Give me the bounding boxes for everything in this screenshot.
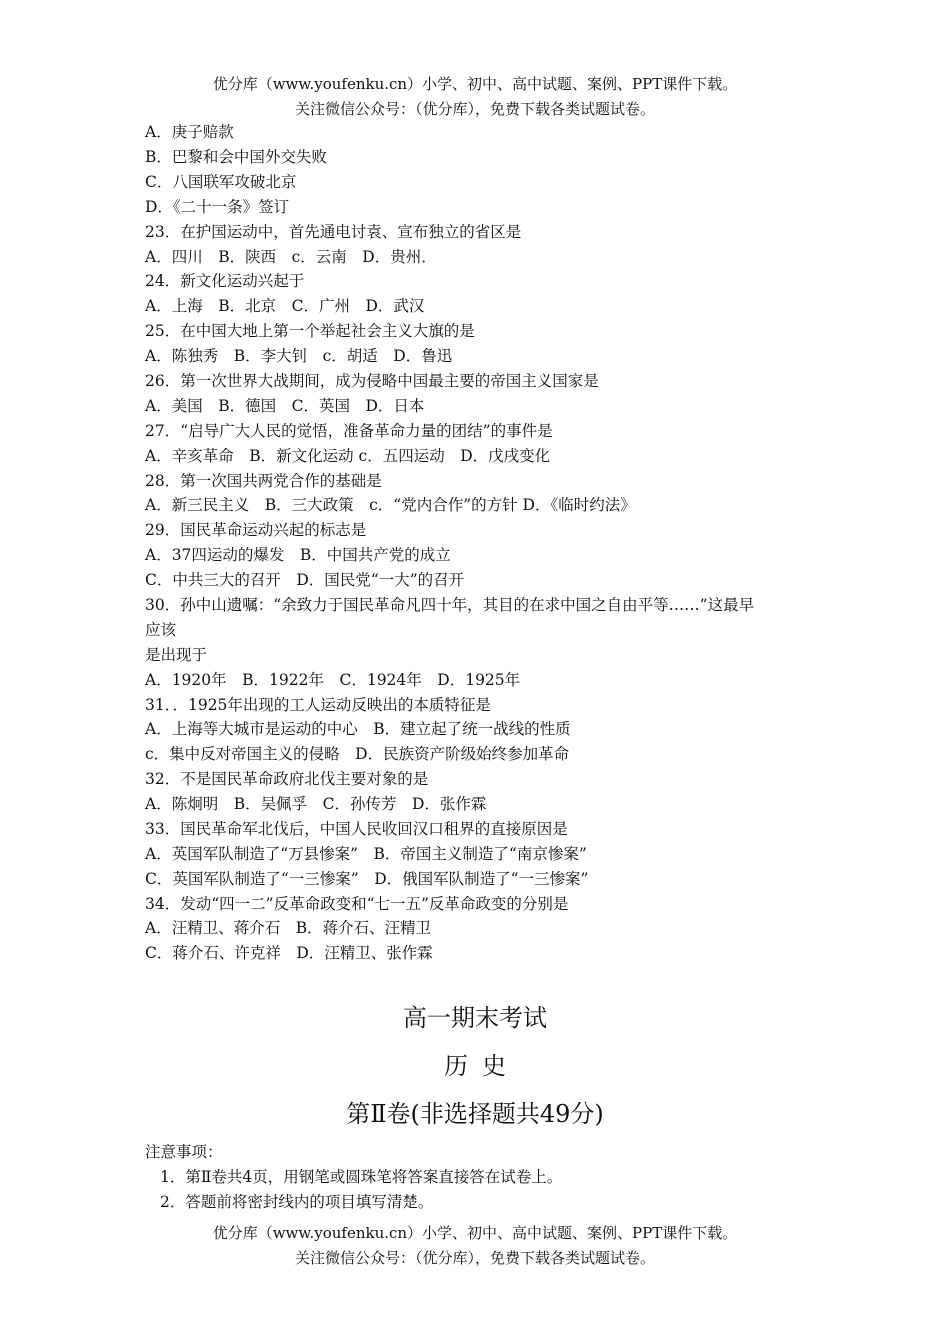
question-27: 27．“启导广大人民的觉悟，准备革命力量的团结”的事件是 [145, 422, 553, 440]
text-line: A．陈炯明 B．吴佩孚 C．孙传芳 D．张作霖 [145, 795, 487, 813]
question-26: 26．第一次世界大战期间，成为侵略中国最主要的帝国主义国家是 [145, 372, 599, 390]
question-24: 24．新文化运动兴起于 [145, 272, 305, 290]
header-line-1: 优分库（www.youfenku.cn）小学、初中、高中试题、案例、PPT课件下载。 [212, 75, 738, 93]
text-line: A．上海等大城市是运动的中心 B．建立起了统一战线的性质 [145, 720, 571, 738]
note-item: 1．第Ⅱ卷共4页，用钢笔或圆珠笔将答案直接答在试卷上。 [160, 1168, 563, 1186]
text-line: C．中共三大的召开 D．国民党“一大”的召开 [145, 571, 465, 589]
question-29: 29．国民革命运动兴起的标志是 [145, 521, 367, 539]
question-33: 33．国民革命军北伐后，中国人民收回汉口租界的直接原因是 [145, 820, 568, 838]
question-23: 23．在护国运动中，首先通电讨袁、宣布独立的省区是 [145, 223, 522, 241]
question-25: 25．在中国大地上第一个举起社会主义大旗的是 [145, 322, 475, 340]
question-28: 28．第一次国共两党合作的基础是 [145, 472, 382, 490]
text-line: 应该 [145, 621, 177, 639]
question-31: 31．．1925年出现的工人运动反映出的本质特征是 [145, 696, 491, 714]
text-line: C．八国联军攻破北京 [145, 173, 297, 191]
question-32: 32．不是国民革命政府北伐主要对象的是 [145, 770, 429, 788]
text-line: C．英国军队制造了“一三惨案” D．俄国军队制造了“一三惨案” [145, 870, 589, 888]
text-line: A．1920年 B．1922年 C．1924年 D．1925年 [145, 671, 521, 689]
text-line: 是出现于 [145, 646, 208, 664]
subject-title: 历史 [444, 1052, 520, 1080]
text-line: A．陈独秀 B．李大钊 c．胡适 D．鲁迅 [145, 347, 453, 365]
question-34: 34．发动“四一二”反革命政变和“七一五”反革命政变的分别是 [145, 895, 569, 913]
text-line: C．蒋介石、许克祥 D．汪精卫、张作霖 [145, 944, 433, 962]
footer-line-1: 优分库（www.youfenku.cn）小学、初中、高中试题、案例、PPT课件下载。 [212, 1224, 738, 1242]
text-line: A．新三民主义 B．三大政策 c．“党内合作”的方针 D．《临时约法》 [145, 496, 636, 514]
text-line: A．四川 B．陕西 c．云南 D．贵州． [145, 248, 437, 266]
question-30: 30．孙中山遗嘱：“余致力于国民革命凡四十年，其目的在求中国之自由平等……”这最早 [145, 596, 755, 614]
text-line: A．庚子赔款 [145, 123, 234, 141]
text-line: A．上海 B．北京 C．广州 D．武汉 [145, 297, 425, 315]
text-line: A．辛亥革命 B．新文化运动 c．五四运动 D．戊戌变化 [145, 447, 551, 465]
footer-line-2: 关注微信公众号：（优分库），免费下载各类试题试卷。 [294, 1249, 655, 1267]
notes-heading: 注意事项： [145, 1143, 223, 1161]
text-line: c．集中反对帝国主义的侵略 D．民族资产阶级始终参加革命 [145, 745, 570, 763]
text-line: A．37四运动的爆发 B．中国共产党的成立 [145, 546, 451, 564]
text-line: D．《二十一条》签订 [145, 198, 290, 216]
part-title: 第Ⅱ卷(非选择题共49分) [346, 1100, 604, 1128]
note-item: 2．答题前将密封线内的项目填写清楚。 [160, 1193, 434, 1211]
text-line: B．巴黎和会中国外交失败 [145, 148, 327, 166]
header-line-2: 关注微信公众号：（优分库），免费下载各类试题试卷。 [294, 100, 655, 118]
text-line: A．美国 B．德国 C．英国 D．日本 [145, 397, 425, 415]
text-line: A．英国军队制造了“万县惨案” B．帝国主义制造了“南京惨案” [145, 845, 587, 863]
text-line: A．汪精卫、蒋介石 B．蒋介石、汪精卫 [145, 919, 432, 937]
exam-title: 高一期末考试 [403, 1004, 547, 1032]
